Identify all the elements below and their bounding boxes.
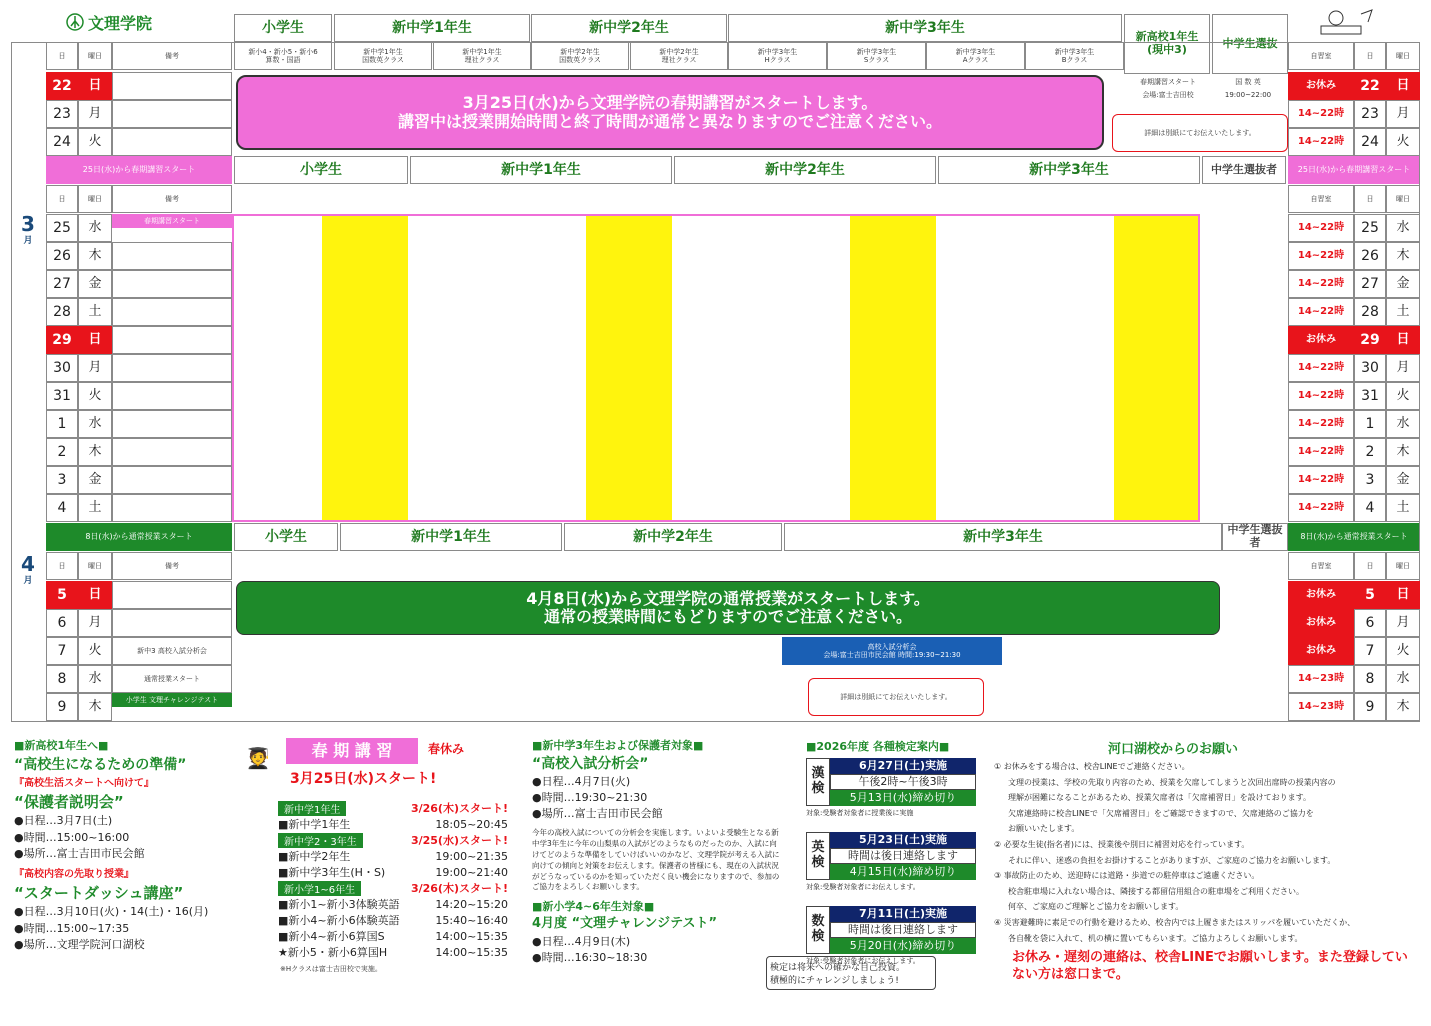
memo-cell: 春期講習スタート <box>112 214 232 228</box>
weekday-cell: 木 <box>78 693 112 721</box>
regular-class-banner: 4月8日(水)から文理学院の通常授業がスタートします。 通常の授業時間にもどりますのでご注意ください。 <box>236 581 1220 635</box>
exam-target-note: 対象:受験者対象者にお伝えします。 <box>806 883 920 891</box>
request-item: 理解が困難になることがあるため、授業欠席者は「欠席補習日」を設けております。 <box>1008 793 1312 803</box>
spring-course-row: 新中学1年生 3/26(木)スタート! <box>278 800 508 816</box>
class-header: 新中学2年生 理社クラス <box>630 42 728 70</box>
weekday-cell-right: 月 <box>1386 609 1420 637</box>
request-item: 校舎駐車場に入れない場合は、隣接する都留信用組合の駐車場をご利用ください。 <box>1008 886 1304 896</box>
day-cell: 6 <box>46 609 78 637</box>
day-cell: 2 <box>46 438 78 466</box>
weekday-cell: 水 <box>78 214 112 242</box>
study-room-cell: お休み <box>1288 581 1354 609</box>
group-header: 中学生選抜者 <box>1222 523 1288 551</box>
weekday-col-header: 曜日 <box>78 185 112 213</box>
month-4-label: 4 月 <box>21 552 35 587</box>
memo-cell <box>112 128 232 156</box>
memo-col-header: 備考 <box>112 185 232 213</box>
weekday-col-header-right: 曜日 <box>1386 185 1420 213</box>
day-cell-right: 24 <box>1354 128 1386 156</box>
spring-course-row: ★新小5・新小6算国H 14:00~15:35 <box>278 945 508 959</box>
spring-period-frame <box>232 214 1200 522</box>
weekday-cell: 土 <box>78 494 112 522</box>
notice-entrance-analysis: ■新中学3年生および保護者対象■ “高校入試分析会” ●日程…4月7日(火) ●時間…19:30~21:30 ●場所…富士吉田市民会館 今年の高校入試についての分析会を実施します。いよいよ受験生となる新中学3年生に今年の山梨県の入試がどのようなものだったのか、入試に向けてどのような準備をしていけばいいのかなど、文理学院が考える入試に向けての傾向と対策をお伝えします。保護者の皆様にも、現在の入試状況がどうなっているのかを知っていただく良い機会になりますので、参加のご協力をよろしくお願いします。 ■新小学4~6年生対象■ 4月度 “文理チャレンジテスト” ●日程…4月9日(木) ●時間…16:30~18:30 <box>532 739 780 965</box>
memo-cell <box>112 326 232 354</box>
study-room-cell: 14~22時 <box>1288 100 1354 128</box>
group-header: 中学生選抜者 <box>1202 156 1286 184</box>
study-room-cell: お休み <box>1288 637 1354 665</box>
day-cell-right: 31 <box>1354 382 1386 410</box>
study-room-cell: 14~22時 <box>1288 494 1354 522</box>
period-label: 8日(水)から通常授業スタート <box>46 523 232 551</box>
day-cell-right: 6 <box>1354 609 1386 637</box>
weekday-cell-right: 木 <box>1386 242 1420 270</box>
request-item: 各自靴を袋に入れて、机の横に置いてもらいます。ご協力よろしくお願いします。 <box>1008 933 1303 943</box>
weekday-cell-right: 火 <box>1386 382 1420 410</box>
weekday-cell-right: 土 <box>1386 494 1420 522</box>
study-col-header: 自習室 <box>1288 185 1354 213</box>
weekday-cell: 月 <box>78 354 112 382</box>
weekday-cell: 木 <box>78 438 112 466</box>
study-room-cell: 14~22時 <box>1288 410 1354 438</box>
spring-course-banner: 3月25日(水)から文理学院の春期講習がスタートします。 講習中は授業開始時間と終了時間が通常と異なりますのでご注意ください。 <box>236 75 1104 150</box>
memo-col-header: 備考 <box>112 42 232 70</box>
memo-cell <box>112 72 232 100</box>
request-item: 何卒、ご家庭のご理解とご協力をお願いします。 <box>1008 902 1184 912</box>
weekday-cell-right: 火 <box>1386 128 1420 156</box>
spring-course-row: ■新小4~新小6算国S 14:00~15:35 <box>278 929 508 943</box>
spring-course-row: ■新中学2年生 19:00~21:35 <box>278 849 508 863</box>
analysis-note: 詳細は別紙にてお伝えいたします。 <box>808 678 984 716</box>
day-cell-right: 3 <box>1354 466 1386 494</box>
spring-course-row: ■新中学3年生(H・S) 19:00~21:40 <box>278 865 508 879</box>
school-emblem-icon <box>66 13 84 31</box>
period-label: 25日(水)から春期講習スタート <box>46 156 232 184</box>
group-header: 小学生 <box>234 523 338 551</box>
class-header: 新中学3年生 Aクラス <box>926 42 1025 70</box>
weekday-cell-right: 日 <box>1386 326 1420 354</box>
day-cell-right: 26 <box>1354 242 1386 270</box>
exam-block: 英 検 5月23日(土)実施 時間は後日連絡します 4月15日(水)締め切り <box>806 832 976 880</box>
memo-cell <box>112 581 232 609</box>
group-header: 新中学1年生 <box>340 523 562 551</box>
group-header: 新中学3年生 <box>728 14 1122 42</box>
study-room-cell: 14~22時 <box>1288 214 1354 242</box>
study-room-cell: 14~23時 <box>1288 665 1354 693</box>
request-item: ③ 事故防止のため、送迎時には道路・歩道での駐停車はご遠慮ください。 <box>994 871 1260 881</box>
spring-course-row: ■新小4~新小6体験英語 15:40~16:40 <box>278 913 508 927</box>
study-room-cell: 14~22時 <box>1288 298 1354 326</box>
group-header: 新中学1年生 <box>334 14 530 42</box>
weekday-cell: 火 <box>78 637 112 665</box>
day-cell: 5 <box>46 581 78 609</box>
study-room-cell: 14~22時 <box>1288 438 1354 466</box>
desk-illustration-icon <box>1316 8 1376 38</box>
weekday-cell-right: 木 <box>1386 693 1420 721</box>
memo-cell <box>112 298 232 326</box>
study-room-cell: お休み <box>1288 72 1354 100</box>
details-note: 詳細は別紙にてお伝えいたします。 <box>1112 114 1288 152</box>
group-header: 小学生 <box>234 156 408 184</box>
day-cell: 31 <box>46 382 78 410</box>
weekday-cell-right: 水 <box>1386 410 1420 438</box>
day-cell: 1 <box>46 410 78 438</box>
study-room-cell: 14~22時 <box>1288 128 1354 156</box>
class-header: 新中学1年生 理社クラス <box>433 42 531 70</box>
study-room-cell: 14~22時 <box>1288 382 1354 410</box>
class-header: 新中学3年生 Sクラス <box>827 42 926 70</box>
day-cell-right: 30 <box>1354 354 1386 382</box>
weekday-cell: 日 <box>78 326 112 354</box>
group-header: 新中学3年生 <box>784 523 1222 551</box>
day-cell-right: 29 <box>1354 326 1386 354</box>
group-header: 新中学1年生 <box>410 156 672 184</box>
group-header: 小学生 <box>234 14 332 42</box>
weekday-cell-right: 水 <box>1386 665 1420 693</box>
memo-cell <box>112 100 232 128</box>
day-cell: 29 <box>46 326 78 354</box>
study-col-header: 自習室 <box>1288 552 1354 580</box>
weekday-col-header: 曜日 <box>78 42 112 70</box>
group-header: 新中学2年生 <box>564 523 782 551</box>
weekday-cell-right: 金 <box>1386 466 1420 494</box>
weekday-cell-right: 金 <box>1386 270 1420 298</box>
class-header: 新中学2年生 国数英クラス <box>531 42 629 70</box>
day-cell-right: 2 <box>1354 438 1386 466</box>
memo-cell <box>112 609 232 637</box>
class-header: 新中学3年生 Bクラス <box>1025 42 1124 70</box>
day-cell-right: 9 <box>1354 693 1386 721</box>
day-cell: 23 <box>46 100 78 128</box>
day-cell: 28 <box>46 298 78 326</box>
day-col-header-right: 日 <box>1354 185 1386 213</box>
memo-cell <box>112 354 232 382</box>
weekday-cell-right: 水 <box>1386 214 1420 242</box>
day-cell: 26 <box>46 242 78 270</box>
request-item: ④ 災害避難時に素足での行動を避けるため、校舎内では上履きまたはスリッパを履いていただくか、 <box>994 917 1356 927</box>
notice-exams: ■2026年度 各種検定案内■ 漢 検 6月27日(土)実施 午後2時~午後3時 5月13日(水)締め切り 対象:受験者対象者に授業後に実施 英 検 5月23日(土)実施 時間は後日連絡します 4月15日(水)締め切り 対象:受験者対象者にお伝えします。 数 検 7月11日(土)実施 時間は後日連絡します 5月20日(水)締め切り 対象:受験者対象者にお伝えします。 <box>806 738 976 966</box>
memo-cell <box>112 494 232 522</box>
day-cell-right: 23 <box>1354 100 1386 128</box>
exam-bubble: 検定は将来への確かな自己投資。 積極的にチャレンジしましょう! <box>766 956 936 990</box>
period-label-right: 8日(水)から通常授業スタート <box>1288 523 1420 551</box>
group-header: 中学生選抜 <box>1212 14 1288 74</box>
day-cell: 8 <box>46 665 78 693</box>
study-room-cell: 14~23時 <box>1288 693 1354 721</box>
day-cell: 22 <box>46 72 78 100</box>
memo-col-header: 備考 <box>112 552 232 580</box>
request-item: ② 必要な生徒(指名者)には、授業後や別日に補習対応を行っています。 <box>994 839 1250 849</box>
study-room-cell: お休み <box>1288 609 1354 637</box>
day-cell: 4 <box>46 494 78 522</box>
group-header: 新高校1年生 (現中3) <box>1124 14 1210 74</box>
students-illustration-icon: 🧑‍🎓 <box>245 745 271 770</box>
weekday-cell: 水 <box>78 665 112 693</box>
weekday-cell-right: 土 <box>1386 298 1420 326</box>
day-cell-right: 28 <box>1354 298 1386 326</box>
weekday-cell-right: 木 <box>1386 438 1420 466</box>
memo-cell <box>112 438 232 466</box>
memo-cell <box>112 242 232 270</box>
weekday-cell: 金 <box>78 270 112 298</box>
spring-course-row: 新中学2・3年生 3/25(水)スタート! <box>278 832 508 848</box>
group-header: 新中学3年生 <box>938 156 1200 184</box>
day-col-header: 日 <box>46 42 78 70</box>
month-3-label: 3 月 <box>21 212 35 247</box>
weekday-cell: 水 <box>78 410 112 438</box>
school-logo <box>66 10 176 34</box>
weekday-cell: 日 <box>78 72 112 100</box>
request-item: 文理の授業は、学校の先取り内容のため、授業を欠席してしまうと次回出席時の授業内容の <box>1008 777 1336 787</box>
day-cell-right: 25 <box>1354 214 1386 242</box>
notice-new-hs: ■新高校1年生へ■ “高校生になるための準備” 『高校生活スタートへ向けて』 “保護者説明会” ●日程…3月7日(土) ●時間…15:00~16:00 ●場所…富士吉田市民会館 『高校内容の先取り授業』 “スタートダッシュ講座” ●日程…3月10日(火)・14(土)・16(月) ●時間…15:00~17:35 ●場所…文理学院河口湖校 <box>14 739 209 951</box>
weekday-cell-right: 月 <box>1386 354 1420 382</box>
weekday-cell: 日 <box>78 581 112 609</box>
exam-target-note: 対象:受験者対象者にお伝えします。 <box>806 957 920 965</box>
memo-cell: 通常授業スタート <box>112 665 232 693</box>
day-cell-right: 8 <box>1354 665 1386 693</box>
day-col-header: 日 <box>46 185 78 213</box>
memo-cell <box>112 382 232 410</box>
day-cell-right: 4 <box>1354 494 1386 522</box>
weekday-cell: 月 <box>78 100 112 128</box>
weekday-cell: 月 <box>78 609 112 637</box>
memo-cell <box>112 270 232 298</box>
spring-course-row: ■新中学1年生 18:05~20:45 <box>278 817 508 831</box>
exam-block: 数 検 7月11日(土)実施 時間は後日連絡します 5月20日(水)締め切り <box>806 906 976 954</box>
weekday-cell: 火 <box>78 382 112 410</box>
selection-info: 国 数 英 19:00~22:00 <box>1224 78 1272 99</box>
weekday-cell: 土 <box>78 298 112 326</box>
day-cell: 25 <box>46 214 78 242</box>
day-cell-right: 1 <box>1354 410 1386 438</box>
request-item: それに伴い、迷惑の負担をお掛けすることがありますが、ご家庭のご協力をお願いします。 <box>1008 855 1336 865</box>
class-header: 新中学1年生 国数英クラス <box>334 42 432 70</box>
weekday-col-header: 曜日 <box>78 552 112 580</box>
notice-spring-course: 🧑‍🎓 春 期 講 習 春休み 3月25日(水)スタート! 新中学1年生 3/26(木)スタート! ■新中学1年生 18:05~20:45 新中学2・3年生 3/25(水)スタート! ■新中学2年生 19:00~21:35 ■新中学3年生(H・S) 19:00~21:40 新小学1~6年生 3/26(木)スタート! ■新小1~新小3体験英語 14:20~15:20 ■新小4~新小6体験英語 15:40~16:40 ■新小4~新小6算国S 14:00~15:35 ★新小5・新小6算国H 14:00~15:35 ※Hクラスは富士吉田校で実施。 <box>228 738 518 778</box>
day-cell: 3 <box>46 466 78 494</box>
study-room-cell: 14~22時 <box>1288 242 1354 270</box>
exam-block: 漢 検 6月27日(土)実施 午後2時~午後3時 5月13日(水)締め切り <box>806 758 976 806</box>
study-room-cell: 14~22時 <box>1288 354 1354 382</box>
day-cell: 7 <box>46 637 78 665</box>
school-name: 文理学院 <box>88 13 153 33</box>
hs-info: 春期講習スタート 会場:富士吉田校 <box>1140 78 1196 99</box>
study-room-cell: 14~22時 <box>1288 466 1354 494</box>
request-item: ① お休みをする場合は、校舎LINEでご連絡ください。 <box>994 762 1190 771</box>
weekday-cell: 金 <box>78 466 112 494</box>
analysis-meeting-box: 高校入試分析会 会場:富士吉田市民会館 時間:19:30~21:30 <box>782 637 1002 665</box>
group-header: 新中学2年生 <box>531 14 727 42</box>
memo-cell <box>112 466 232 494</box>
study-room-cell: お休み <box>1288 326 1354 354</box>
spring-course-row: ■新小1~新小3体験英語 14:20~15:20 <box>278 897 508 911</box>
class-header: 新中学3年生 Hクラス <box>728 42 827 70</box>
weekday-cell-right: 月 <box>1386 100 1420 128</box>
weekday-col-header-right: 曜日 <box>1386 552 1420 580</box>
study-col-header: 自習室 <box>1288 42 1354 70</box>
day-cell-right: 7 <box>1354 637 1386 665</box>
day-col-header: 日 <box>46 552 78 580</box>
weekday-cell: 火 <box>78 128 112 156</box>
weekday-cell-right: 日 <box>1386 72 1420 100</box>
weekday-cell: 木 <box>78 242 112 270</box>
day-cell: 27 <box>46 270 78 298</box>
day-cell-right: 22 <box>1354 72 1386 100</box>
weekday-col-header-right: 曜日 <box>1386 42 1420 70</box>
memo-cell: 新中3 高校入試分析会 <box>112 637 232 665</box>
group-header: 新中学2年生 <box>674 156 936 184</box>
day-cell: 24 <box>46 128 78 156</box>
weekday-cell-right: 火 <box>1386 637 1420 665</box>
notice-request: 河口湖校からのお願い ① お休みをする場合は、校舎LINEでご連絡ください。 文理の授業は、学校の先取り内容のため、授業を欠席してしまうと次回出席時の授業内容の 理解が困難になることがあるため、授業欠席者は「欠席補習日」を設けております。 欠席連絡時に校舎LINEで「欠席補習日」をご確認できますので、欠席連絡のご協力を お願いいたします。 ② 必要な生徒(指名者)には、授業後や別日に補習対応を行っています。 それに伴い、迷惑の負担をお掛けすることがありますが、ご家庭のご協力をお願いします。 ③ 事故防止のため、送迎時には道路・歩道での駐停車はご遠慮ください。 校舎駐車場に入れない場合は、隣接する都留信用組合の駐車場をご利用ください。 何卒、ご家庭のご理解とご協力をお願いします。 ④ 災害避難時に素足での行動を避けるため、校舎内では上履きまたはスリッパを履いていただくか、 各自靴を袋に入れて、机の横に置いてもらいます。ご協力よろしくお願いします。 お休み・遅刻の連絡は、校舎LINEでお願いします。また登録していない方は窓口まで。 <box>988 738 1418 984</box>
day-col-header-right: 日 <box>1354 552 1386 580</box>
exam-target-note: 対象:受験者対象者に授業後に実施 <box>806 809 914 817</box>
day-cell-right: 5 <box>1354 581 1386 609</box>
class-header: 新小4・新小5・新小6 算数・国語 <box>234 42 332 70</box>
study-room-cell: 14~22時 <box>1288 270 1354 298</box>
day-col-header-right: 日 <box>1354 42 1386 70</box>
day-cell: 30 <box>46 354 78 382</box>
period-label-right: 25日(水)から春期講習スタート <box>1288 156 1420 184</box>
memo-cell <box>112 410 232 438</box>
memo-cell: 小学生 文理チャレンジテスト <box>112 693 232 707</box>
spring-course-row: 新小学1~6年生 3/26(木)スタート! <box>278 880 508 896</box>
weekday-cell-right: 日 <box>1386 581 1420 609</box>
day-cell-right: 27 <box>1354 270 1386 298</box>
day-cell: 9 <box>46 693 78 721</box>
request-item: 欠席連絡時に校舎LINEで「欠席補習日」をご確認できますので、欠席連絡のご協力を <box>1008 808 1314 818</box>
request-item: お願いいたします。 <box>1008 824 1080 834</box>
